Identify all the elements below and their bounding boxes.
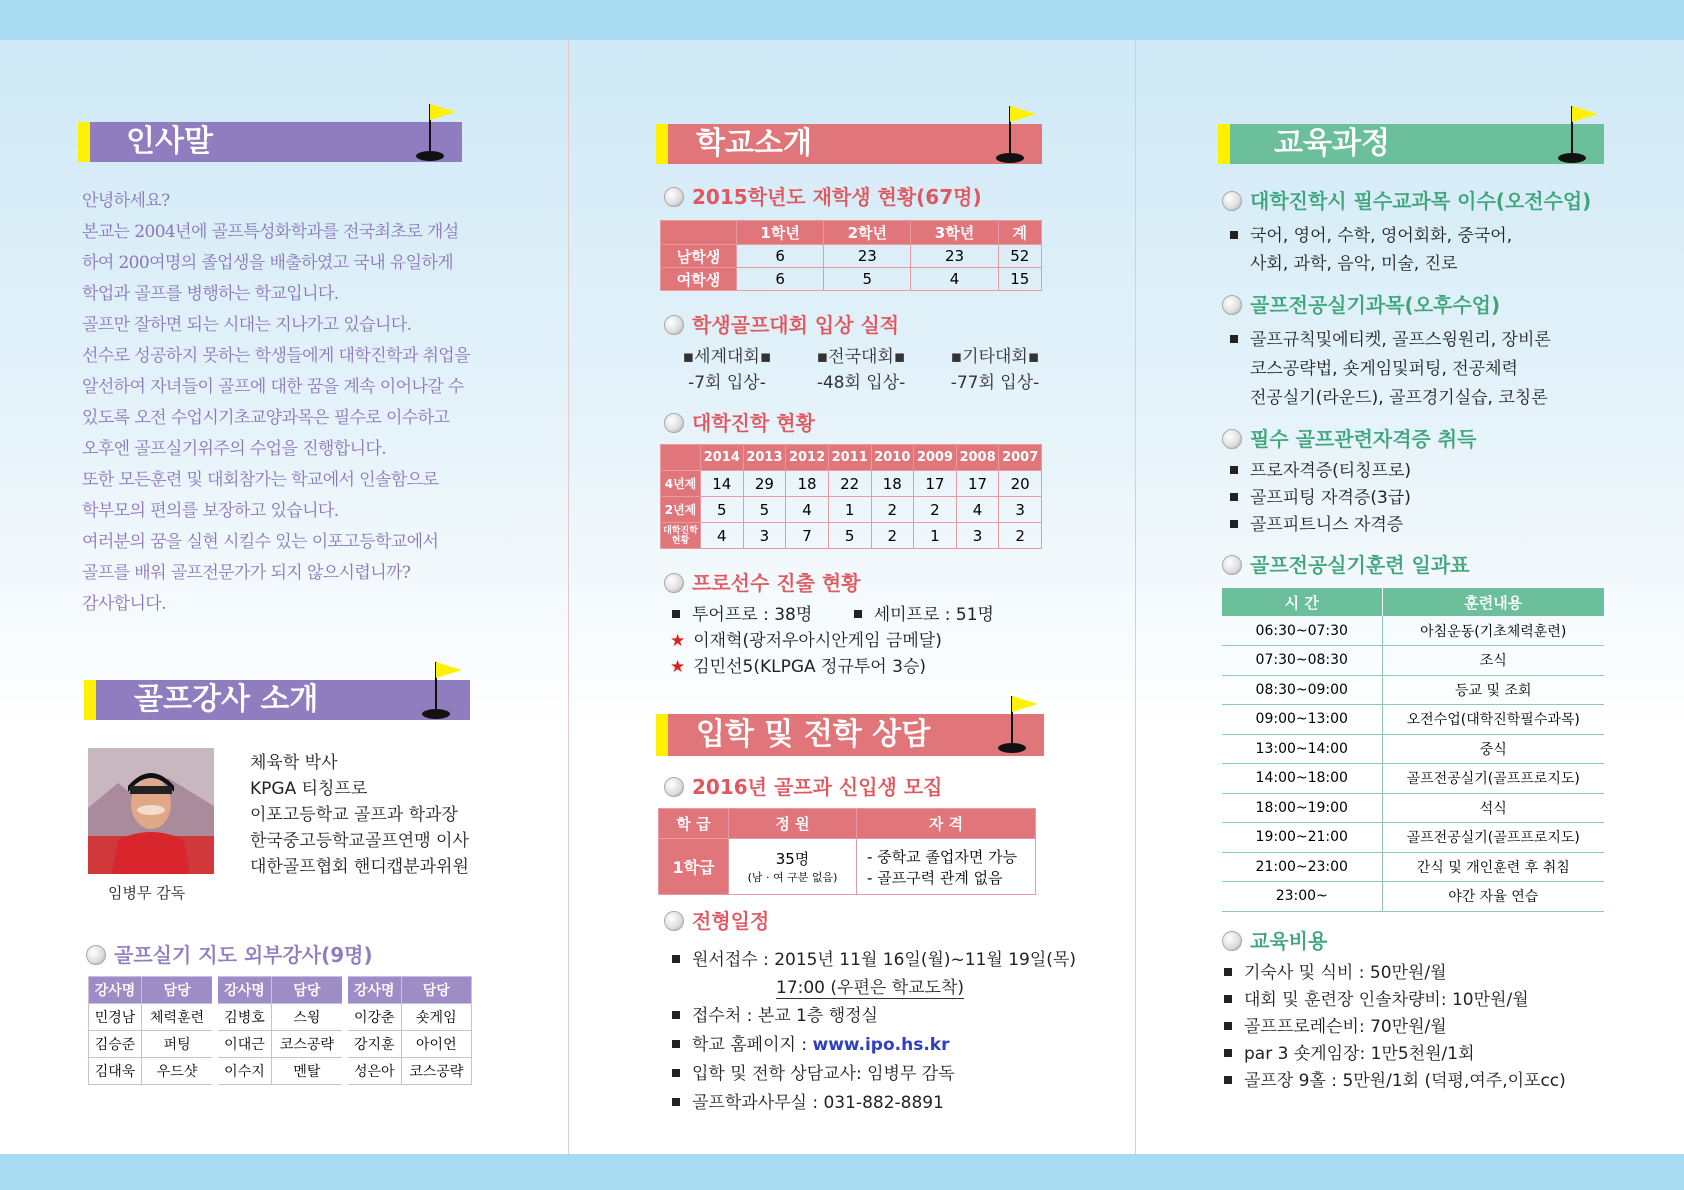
enroll-title: 2015학년도 재학생 현황(67명) — [664, 184, 982, 210]
table-row: 14:00~18:00 골프전공실기(골프프로지도) — [1222, 764, 1604, 794]
instructor-photo — [88, 748, 214, 874]
schedule-title: 전형일정 — [664, 908, 769, 934]
schedule-list: 원서접수 : 2015년 11월 16일(월)~11월 19일(목) 17:00 (우편은 학교도착) 접수처 : 본교 1층 행정실 학교 홈페이지 : www.ipo.hs.kr 입학 및 전학 상담교사: 임병무 감독 골프학과사무실 : 031-882-8891 — [670, 946, 1076, 1118]
table-row: 대학진학 현황 4 3 7 5 2 1 3 2 — [661, 523, 1042, 549]
table-row: 09:00~13:00 오전수업(대학진학필수과목) — [1222, 705, 1604, 735]
pro-star-1: ★ 이재혁(광저우아시안게임 금메달) — [670, 631, 942, 651]
curriculum-header — [1218, 124, 1604, 164]
golf-ball-icon — [1222, 555, 1242, 575]
greeting-header — [78, 122, 462, 162]
instructor-header — [84, 680, 470, 720]
school-title: 학교소개 — [696, 126, 812, 161]
table-row: 06:30~07:30 아침운동(기초체력훈련) — [1222, 616, 1604, 646]
table-row: 07:30~08:30 조식 — [1222, 646, 1604, 676]
golf-ball-icon — [664, 777, 684, 797]
bottom-band — [0, 1154, 1684, 1190]
cert-list: 프로자격증(티칭프로) 골프피팅 자격증(3급) 골프피트니스 자격증 — [1228, 458, 1411, 539]
req-list: 국어, 영어, 수학, 영어회화, 중국어, 사회, 과학, 음악, 미술, 진로 — [1228, 222, 1512, 278]
pro-title: 프로선수 진출 현황 — [664, 570, 861, 596]
recruit-table: 학 급 정 원 자 격 1학급 35명 (남 · 여 구분 없음) - 중학교 졸업자면 가능 - 골프구력 관계 없음 — [658, 808, 1036, 895]
table-row: 21:00~23:00 간식 및 개인훈련 후 취침 — [1222, 852, 1604, 882]
golf-ball-icon — [1222, 191, 1242, 211]
cost-list: 기숙사 및 식비 : 50만원/월 대회 및 훈련장 인솔차량비: 10만원/월 골프프로레슨비: 70만원/월 par 3 숏게임장: 1만5천원/1회 골프장 9홀 : 5만원/1회 (덕평,여주,이포cc) — [1222, 960, 1566, 1095]
table-row: 08:30~09:00 등교 및 조회 — [1222, 675, 1604, 705]
table-row: 1학급 35명 (남 · 여 구분 없음) - 중학교 졸업자면 가능 - 골프구력 관계 없음 — [659, 839, 1036, 895]
golf-flag-icon — [416, 658, 466, 720]
golf-flag-icon — [992, 692, 1042, 754]
awards-title: 학생골프대회 입상 실적 — [664, 312, 899, 338]
instructor-name: 임병무 감독 — [108, 884, 186, 902]
golf-flag-icon — [990, 102, 1040, 164]
instructor-title: 골프강사 소개 — [134, 682, 319, 717]
recruit-title: 2016년 골프과 신입생 모집 — [664, 774, 942, 800]
golf-flag-icon — [1552, 102, 1602, 164]
award-world: ▪세계대회▪ -7회 입상- — [682, 347, 772, 393]
table-row: 여학생 6 5 4 15 — [661, 268, 1042, 291]
golf-ball-icon — [1222, 295, 1242, 315]
training-schedule-table: 시 간 훈련내용 06:30~07:30 아침운동(기초체력훈련) 07:30~08:30 조식 08:30~09:00 등교 및 조회 09:00~13:00 오전수업(대학진학필수과목) 13:00~14:00 중식 14:00~18:00 골프전공실기(골프프로지도) 18:00~19:00 석식 19:00~21:00 골프전공실기(골프프로지도) 21:00~23:00 간식 및 개인훈련 후 취침 23:00~ 야간 자율 연습 — [1222, 588, 1604, 912]
golf-ball-icon — [664, 573, 684, 593]
table-row: 19:00~21:00 골프전공실기(골프프로지도) — [1222, 823, 1604, 853]
table-row: 민경남 체력훈련 김병호 스윙 이강춘 숏게임 — [89, 1004, 472, 1031]
cost-title: 교육비용 — [1222, 928, 1327, 954]
table-row: 13:00~14:00 중식 — [1222, 734, 1604, 764]
admission-title: 입학 및 전학 상담 — [696, 717, 931, 752]
top-band — [0, 0, 1684, 40]
golf-ball-icon — [664, 911, 684, 931]
college-title: 대학진학 현황 — [664, 410, 815, 436]
cert-title: 필수 골프관련자격증 취득 — [1222, 426, 1476, 452]
college-table: 2014 2013 2012 2011 2010 2009 2008 2007 4년제 14 29 18 22 18 17 17 20 2년제 5 5 4 1 2 2 4 3 대학진학 현황 4 3 7 5 2 1 3 2 — [660, 444, 1042, 549]
golf-ball-icon — [86, 945, 106, 965]
curriculum-title: 교육과정 — [1274, 126, 1390, 161]
instructor-credentials: 체육학 박사 KPGA 티칭프로 이포고등학교 골프과 학과장 한국중고등학교골프연맹 이사 대한골프협회 핸디캡분과위원 — [250, 753, 469, 877]
golf-ball-icon — [664, 315, 684, 335]
table-row: 4년제 14 29 18 22 18 17 17 20 — [661, 471, 1042, 497]
school-header — [656, 124, 1042, 164]
prac-title: 골프전공실기과목(오후수업) — [1222, 292, 1500, 318]
golf-ball-icon — [664, 187, 684, 207]
golf-ball-icon — [1222, 429, 1242, 449]
golf-flag-icon — [410, 100, 460, 162]
sched-title: 골프전공실기훈련 일과표 — [1222, 552, 1469, 578]
table-row: 김대욱 우드샷 이수지 멘탈 성은아 코스공략 — [89, 1058, 472, 1085]
award-national: ▪전국대회▪ -48회 입상- — [816, 347, 906, 393]
prac-list: 골프규칙및에티켓, 골프스윙원리, 장비론 코스공략법, 숏게임및퍼팅, 전공체력 전공실기(라운드), 골프경기실습, 코칭론 — [1228, 326, 1551, 413]
external-title: 골프실기 지도 외부강사(9명) — [86, 942, 373, 968]
table-row: 김승준 퍼팅 이대근 코스공략 강지훈 아이언 — [89, 1031, 472, 1058]
enroll-table: 1학년 2학년 3학년 계 남학생 6 23 23 52 여학생 6 5 4 15 — [660, 220, 1042, 291]
pro-counts: 투어프로 : 38명 세미프로 : 51명 — [670, 602, 994, 629]
greeting-title: 인사말 — [126, 124, 213, 159]
table-row: 18:00~19:00 석식 — [1222, 793, 1604, 823]
homepage-link[interactable]: www.ipo.hs.kr — [812, 1035, 950, 1055]
table-row: 2년제 5 5 4 1 2 2 4 3 — [661, 497, 1042, 523]
pro-star-2: ★ 김민선5(KLPGA 정규투어 3승) — [670, 657, 927, 677]
req-title: 대학진학시 필수교과목 이수(오전수업) — [1222, 188, 1591, 214]
table-row: 23:00~ 야간 자율 연습 — [1222, 882, 1604, 912]
greeting-text: 안녕하세요? 본교는 2004년에 골프특성화학과를 전국최초로 개설 하여 200여명의 졸업생을 배출하였고 국내 유일하게 학업과 골프를 병행하는 학교입니다. 골프만 잘하면 되는 시대는 지나가고 있습니다. 선수로 성공하지 못하는 학생들에게 대학진학과 취업을 알선하여 자녀들이 골프에 대한 꿈을 계속 이어나갈 수 있도록 오전 수업시기초교양과목은 필수로 이수하고 오후엔 골프실기위주의 수업을 진행합니다. 또한 모든훈련 및 대회참가는 학교에서 인솔함으로 학부모의 편의를 보장하고 있습니다. 여러분의 꿈을 실현 시킬수 있는 이포고등학교에서 골프를 배워 골프전문가가 되지 않으시렵니까? 감사합니다. — [82, 191, 470, 614]
table-row: 남학생 6 23 23 52 — [661, 245, 1042, 268]
golf-ball-icon — [1222, 931, 1242, 951]
external-table: 강사명 담당 강사명 담당 강사명 담당 민경남 체력훈련 김병호 스윙 이강춘 숏게임 김승준 퍼팅 이대근 코스공략 강지훈 아이언 김대욱 우드샷 이수지 멘탈 성은아 코스공략 — [88, 976, 472, 1085]
admission-header — [656, 714, 1044, 756]
award-other: ▪기타대회▪ -77회 입상- — [950, 347, 1040, 393]
golf-ball-icon — [664, 413, 684, 433]
